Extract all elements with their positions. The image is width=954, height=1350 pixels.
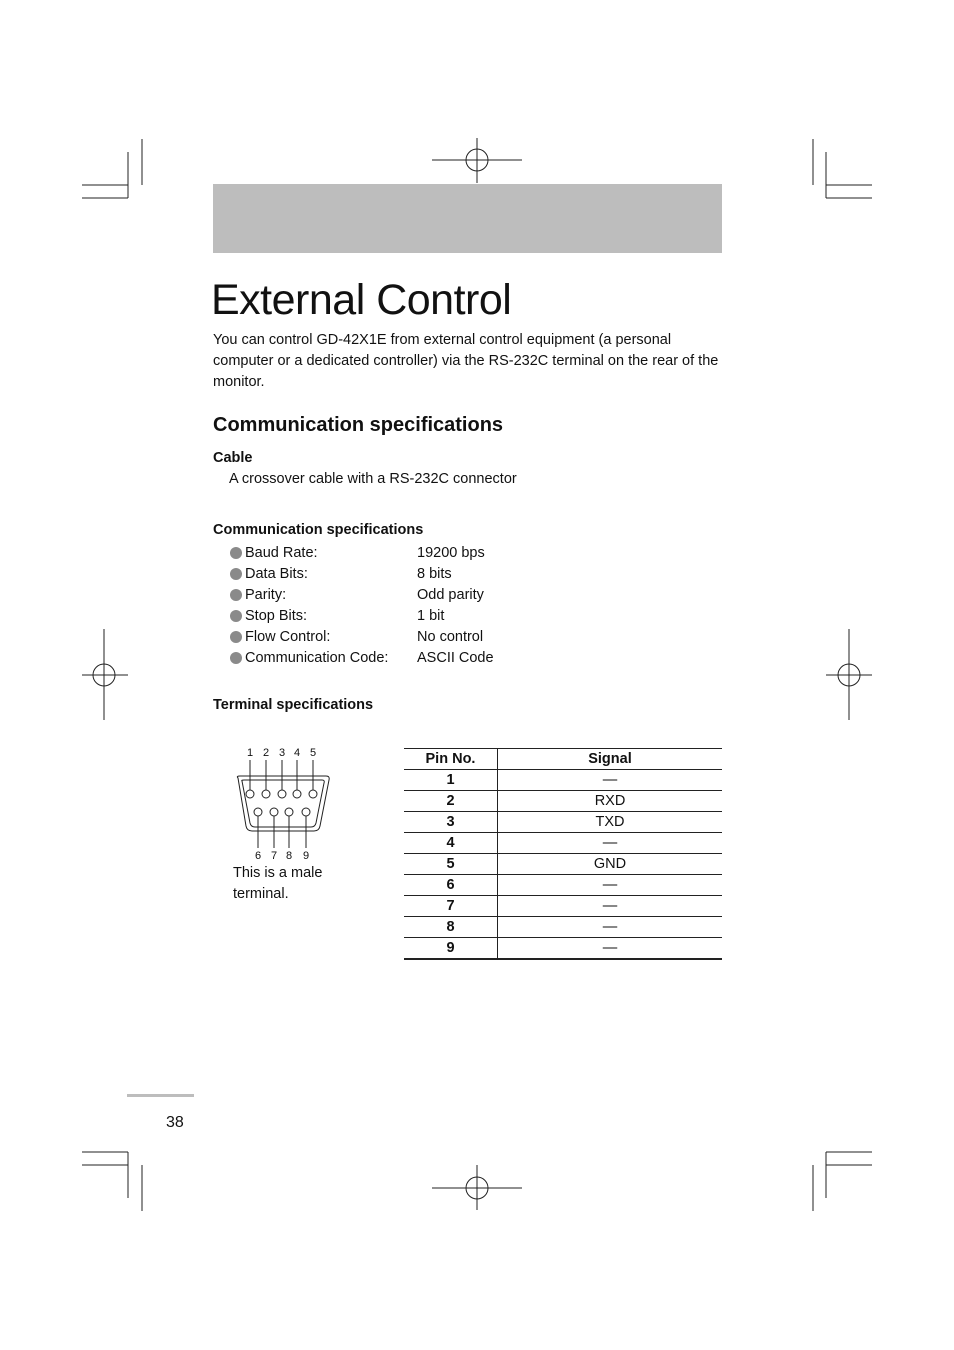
spec-item [230, 626, 530, 647]
pin-assignment-table [404, 748, 722, 960]
table-row [404, 896, 722, 917]
pin-cell: 5 [404, 854, 498, 875]
signal-cell: — [498, 938, 723, 960]
table-row [404, 917, 722, 938]
pin-label: 2 [262, 747, 270, 759]
bullet-icon [230, 652, 242, 664]
pin-label: 6 [254, 850, 262, 862]
pin-label: 5 [309, 747, 317, 759]
bullet-icon [230, 568, 242, 580]
column-header-pin: Pin No. [404, 749, 498, 770]
pin-label: 8 [285, 850, 293, 862]
comm-specs-heading: Communication specifications [213, 522, 424, 538]
registration-target-left [82, 629, 128, 720]
pin-hole [285, 808, 293, 816]
table-header-row [404, 749, 722, 770]
connector-shell [237, 776, 329, 831]
connector-caption: This is a male terminal. [233, 865, 323, 902]
pin-hole [278, 790, 286, 798]
signal-cell: — [498, 917, 723, 938]
table-row [404, 791, 722, 812]
pin-hole [293, 790, 301, 798]
page-title: External Control [211, 276, 512, 324]
table-row [404, 938, 722, 960]
spec-item [230, 584, 530, 605]
pin-cell: 7 [404, 896, 498, 917]
table-row [404, 812, 722, 833]
spec-label: Parity: [245, 586, 287, 603]
signal-cell: RXD [498, 791, 723, 812]
pin-label: 1 [246, 747, 254, 759]
signal-cell: — [498, 770, 723, 791]
bullet-icon [230, 547, 242, 559]
pin-hole [262, 790, 270, 798]
spec-label: Stop Bits: [245, 607, 308, 624]
signal-cell: TXD [498, 812, 723, 833]
spec-value: 1 bit [417, 607, 445, 624]
comm-specs-list [230, 542, 530, 668]
spec-value: Odd parity [417, 586, 484, 603]
table-row [404, 854, 722, 875]
pin-cell: 8 [404, 917, 498, 938]
spec-item [230, 563, 530, 584]
pin-label: 4 [293, 747, 301, 759]
connector-inner [242, 780, 325, 827]
pin-hole [302, 808, 310, 816]
pin-label: 9 [302, 850, 310, 862]
bullet-icon [230, 589, 242, 601]
registration-target-right [826, 629, 872, 720]
registration-target-bottom [432, 1165, 522, 1210]
page-number-rule [127, 1094, 194, 1097]
header-band [213, 184, 722, 253]
pin-cell: 9 [404, 938, 498, 960]
pin-cell: 2 [404, 791, 498, 812]
pin-hole [309, 790, 317, 798]
pin-cell: 3 [404, 812, 498, 833]
signal-cell: GND [498, 854, 723, 875]
spec-item [230, 542, 530, 563]
table-row [404, 770, 722, 791]
pin-label: 7 [270, 850, 278, 862]
spec-item [230, 605, 530, 626]
pin-hole [254, 808, 262, 816]
spec-value: No control [417, 628, 484, 645]
spec-value: 19200 bps [417, 544, 485, 561]
column-header-signal: Signal [498, 749, 723, 770]
section-heading: Communication specifications [213, 414, 504, 436]
spec-label: Communication Code: [245, 649, 389, 666]
spec-value: 8 bits [417, 565, 452, 582]
spec-item [230, 647, 530, 668]
pin-cell: 1 [404, 770, 498, 791]
spec-value: ASCII Code [417, 649, 494, 666]
spec-label: Data Bits: [245, 565, 308, 582]
cable-heading: Cable [213, 450, 253, 466]
pin-label: 3 [278, 747, 286, 759]
page-number: 38 [166, 1114, 184, 1131]
spec-label: Baud Rate: [245, 544, 318, 561]
pin-hole [270, 808, 278, 816]
cable-description: A crossover cable with a RS-232C connector [229, 471, 517, 487]
signal-cell: — [498, 875, 723, 896]
pin-cell: 6 [404, 875, 498, 896]
terminal-heading: Terminal specifications [213, 697, 374, 713]
spec-label: Flow Control: [245, 628, 331, 645]
pin-cell: 4 [404, 833, 498, 854]
pin-hole [246, 790, 254, 798]
table-row [404, 875, 722, 896]
registration-target-top [432, 138, 522, 183]
intro-paragraph: You can control GD-42X1E from external control equipment (a personal computer or a dedicated controller) via the RS-232C terminal on the rear of the monitor. [213, 332, 719, 390]
db9-connector-diagram [228, 740, 338, 865]
signal-cell: — [498, 896, 723, 917]
signal-cell: — [498, 833, 723, 854]
bullet-icon [230, 610, 242, 622]
table-row [404, 833, 722, 854]
bullet-icon [230, 631, 242, 643]
